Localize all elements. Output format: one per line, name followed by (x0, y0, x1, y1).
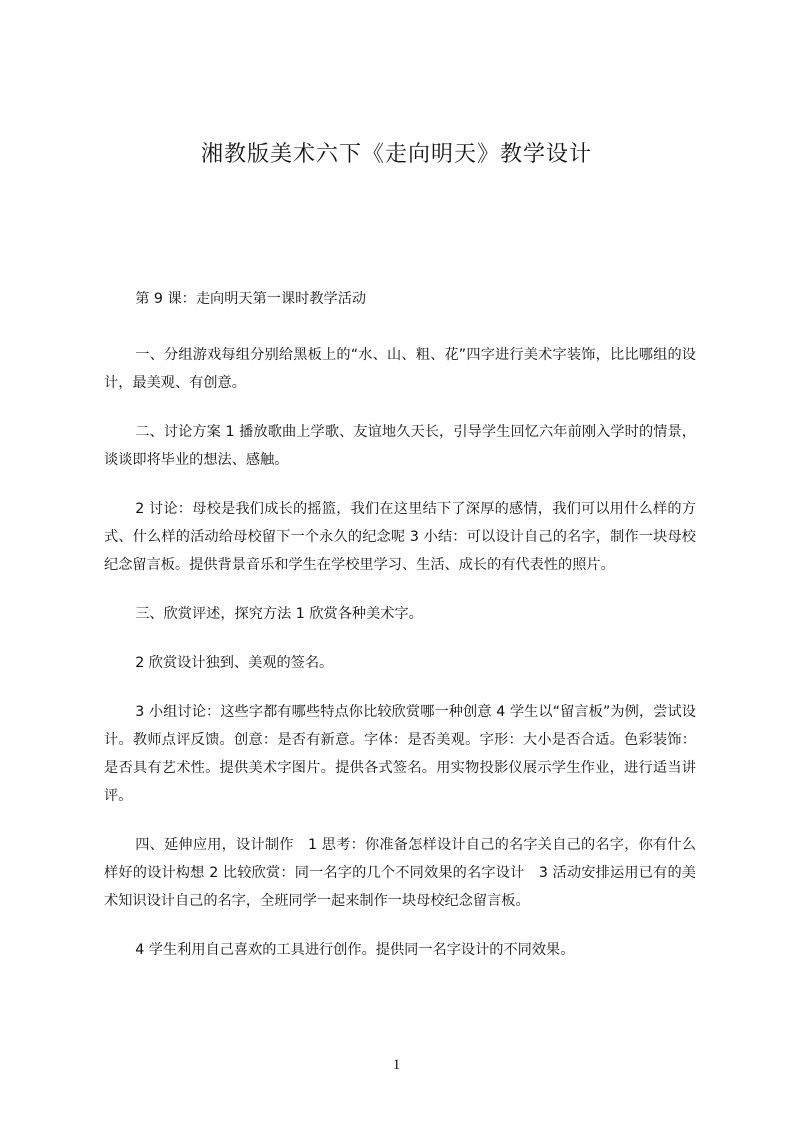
paragraph-creation: 4 学生利用自己喜欢的工具进行创作。提供同一名字设计的不同效果。 (135, 942, 575, 958)
lesson-heading: 第 9 课：走向明天第一课时教学活动 (135, 291, 367, 307)
paragraph-step-2: 二、讨论方案 1 播放歌曲上学歌、友谊地久天长，引导学生回忆六年前刚入学时的情景，谈谈即将毕业的想法、感触。 (104, 424, 696, 468)
paragraph-step-1: 一、分组游戏每组分别给黑板上的“水、山、粗、花”四字进行美术字装饰，比比哪组的设计，最美观、有创意。 (104, 347, 696, 391)
paragraph-discussion: 2 讨论：母校是我们成长的摇篮，我们在这里结下了深厚的感情，我们可以用什么样的方式、什么样的活动给母校留下一个永久的纪念呢 3 小结：可以设计自己的名字，制作一块母校纪念留言板。提供背景音乐和学生在学校里学习、生活、成长的有代表性的照片。 (104, 501, 696, 573)
document-title: 湘教版美术六下《走向明天》教学设计 (200, 142, 592, 167)
paragraph-signature: 2 欣赏设计独到、美观的签名。 (135, 655, 334, 671)
paragraph-step-3: 三、欣赏评述，探究方法 1 欣赏各种美术字。 (135, 606, 423, 622)
paragraph-step-4: 四、延伸应用，设计制作 1 思考：你准备怎样设计自己的名字关自己的名字，你有什么样好的设计构想 2 比较欣赏：同一名字的几个不同效果的名字设计 3 活动安排运用已有的美术知识设计自己的名字，全班同学一起来制作一块母校纪念留言板。 (104, 837, 696, 909)
paragraph-group-discussion: 3 小组讨论：这些字都有哪些特点你比较欣赏哪一种创意 4 学生以“留言板”为例，尝试设计。教师点评反馈。创意：是否有新意。字体：是否美观。字形：大小是否合适。色彩装饰：是否具有艺术性。提供美术字图片。提供各式签名。用实物投影仪展示学生作业，进行适当讲评。 (104, 704, 696, 804)
document-body (104, 285, 696, 985)
page-number: 1 (392, 1057, 401, 1073)
